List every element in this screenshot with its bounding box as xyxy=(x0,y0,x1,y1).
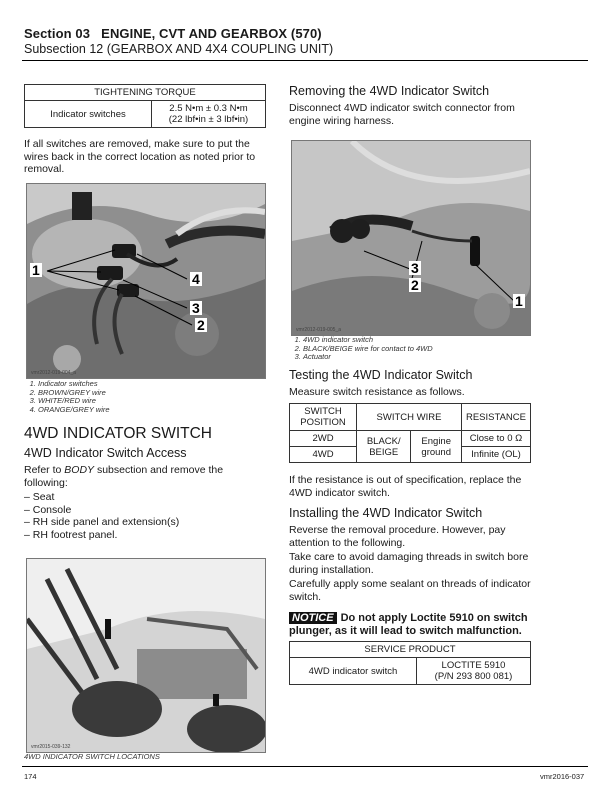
section-label: Section 03 xyxy=(24,26,91,41)
testing-text: Measure switch resistance as follows. xyxy=(289,386,465,398)
switches-photo xyxy=(26,183,266,379)
out-of-spec-note: If the resistance is out of specification, replace the 4WD indicator switch. xyxy=(289,474,522,499)
legend-item: 4. ORANGE/GREY wire xyxy=(38,406,264,415)
vehicle-photo xyxy=(26,558,266,753)
wire-b: Engine ground xyxy=(411,431,461,463)
section-heading: 4WD INDICATOR SWITCH xyxy=(24,425,213,442)
legend-item: 3. WHITE/RED wire xyxy=(38,397,264,406)
access-intro-prefix: Refer to xyxy=(24,464,65,476)
switch-table xyxy=(289,403,531,463)
photo1-code: vmr2012-019-004_a xyxy=(31,370,77,376)
installing-heading: Installing the 4WD Indicator Switch xyxy=(289,506,483,520)
removal-photo-art xyxy=(292,141,530,335)
testing-heading: Testing the 4WD Indicator Switch xyxy=(289,368,473,382)
header-position: SWITCH POSITION xyxy=(290,404,357,431)
legend-item: 1. 4WD indicator switch xyxy=(303,336,529,345)
access-intro-suffix: subsection and remove the following: xyxy=(24,464,224,489)
photo3-code: vmr2012-019-005_a xyxy=(296,327,342,333)
photo3-callout-2: 2 xyxy=(411,277,419,293)
service-table-title: SERVICE PRODUCT xyxy=(290,642,531,658)
vehicle-photo-art xyxy=(27,559,265,752)
footer-rule xyxy=(22,766,588,767)
header-rule xyxy=(22,60,588,61)
wire-a: BLACK/ BEIGE xyxy=(357,431,411,463)
doc-code: vmr2016-037 xyxy=(540,772,585,781)
body-reference: BODY xyxy=(64,464,95,476)
photo3-callout-1: 1 xyxy=(515,293,523,309)
removing-heading: Removing the 4WD Indicator Switch xyxy=(289,84,490,98)
page-number: 174 xyxy=(24,772,37,781)
list-item: – Seat xyxy=(24,491,55,503)
removal-photo xyxy=(291,140,531,336)
row-position: 2WD xyxy=(290,431,357,447)
torque-item: Indicator switches xyxy=(25,101,152,128)
list-item: – RH side panel and extension(s) xyxy=(24,516,180,528)
install-p3: Carefully apply some sealant on threads of indicator switch. xyxy=(289,578,531,603)
photo1-callout-4: 4 xyxy=(192,271,200,287)
service-product-line1: LOCTITE 5910 xyxy=(441,660,506,671)
row-resistance: Close to 0 Ω xyxy=(461,431,530,447)
notice-text: Do not apply Loctite 5910 on switch plunger, as it will lead to switch malfunction. xyxy=(289,612,528,637)
torque-table-title: TIGHTENING TORQUE xyxy=(25,85,266,101)
torque-value-line1: 2.5 N•m ± 0.3 N•m xyxy=(169,103,248,114)
row-resistance: Infinite (OL) xyxy=(461,447,530,463)
access-heading: 4WD Indicator Switch Access xyxy=(24,446,187,460)
service-table xyxy=(289,641,531,685)
photo1-legend xyxy=(24,380,264,414)
service-product xyxy=(417,658,531,685)
service-item: 4WD indicator switch xyxy=(290,658,417,685)
switches-note: If all switches are removed, make sure to put the wires back in the correct location as noted prior to removal. xyxy=(24,138,256,175)
legend-item: 1. Indicator switches xyxy=(38,380,264,389)
section-title xyxy=(24,26,322,41)
switches-photo-art xyxy=(27,184,265,378)
header-wire: SWITCH WIRE xyxy=(357,404,462,431)
list-item: – Console xyxy=(24,503,72,516)
torque-value-line2: (22 lbf•in ± 3 lbf•in) xyxy=(168,114,249,125)
row-position: 4WD xyxy=(290,447,357,463)
photo1-callout-2: 2 xyxy=(197,317,205,333)
legend-item: 2. BROWN/GREY wire xyxy=(38,389,264,398)
photo1-callout-3: 3 xyxy=(192,300,200,316)
photo3-callout-3: 3 xyxy=(411,260,419,276)
photo2-code: vmr2015-039-132 xyxy=(31,744,71,750)
access-intro xyxy=(24,464,268,541)
header-resistance: RESISTANCE xyxy=(461,404,530,431)
removing-text: Disconnect 4WD indicator switch connector from engine wiring harness. xyxy=(289,102,515,127)
access-list xyxy=(24,491,268,541)
torque-value xyxy=(152,101,266,128)
legend-item: 2. BLACK/BEIGE wire for contact to 4WD xyxy=(303,345,529,354)
subsection-title: Subsection 12 (GEARBOX AND 4X4 COUPLING UNIT) xyxy=(24,42,334,56)
notice-label: NOTICE xyxy=(289,612,337,624)
photo2-caption: 4WD INDICATOR SWITCH LOCATIONS xyxy=(24,752,160,761)
section-name: ENGINE, CVT AND GEARBOX (570) xyxy=(101,26,322,41)
photo3-legend xyxy=(289,336,529,362)
legend-item: 3. Actuator xyxy=(303,353,529,362)
torque-table xyxy=(24,84,266,128)
install-p2: Take care to avoid damaging threads in switch bore during installation. xyxy=(289,551,529,576)
notice xyxy=(289,612,533,637)
install-p1: Reverse the removal procedure. However, pay attention to the following. xyxy=(289,524,506,549)
photo1-callout-1: 1 xyxy=(32,262,40,278)
list-item: – RH footrest panel. xyxy=(24,528,118,541)
service-product-line2: (P/N 293 800 081) xyxy=(434,671,513,682)
